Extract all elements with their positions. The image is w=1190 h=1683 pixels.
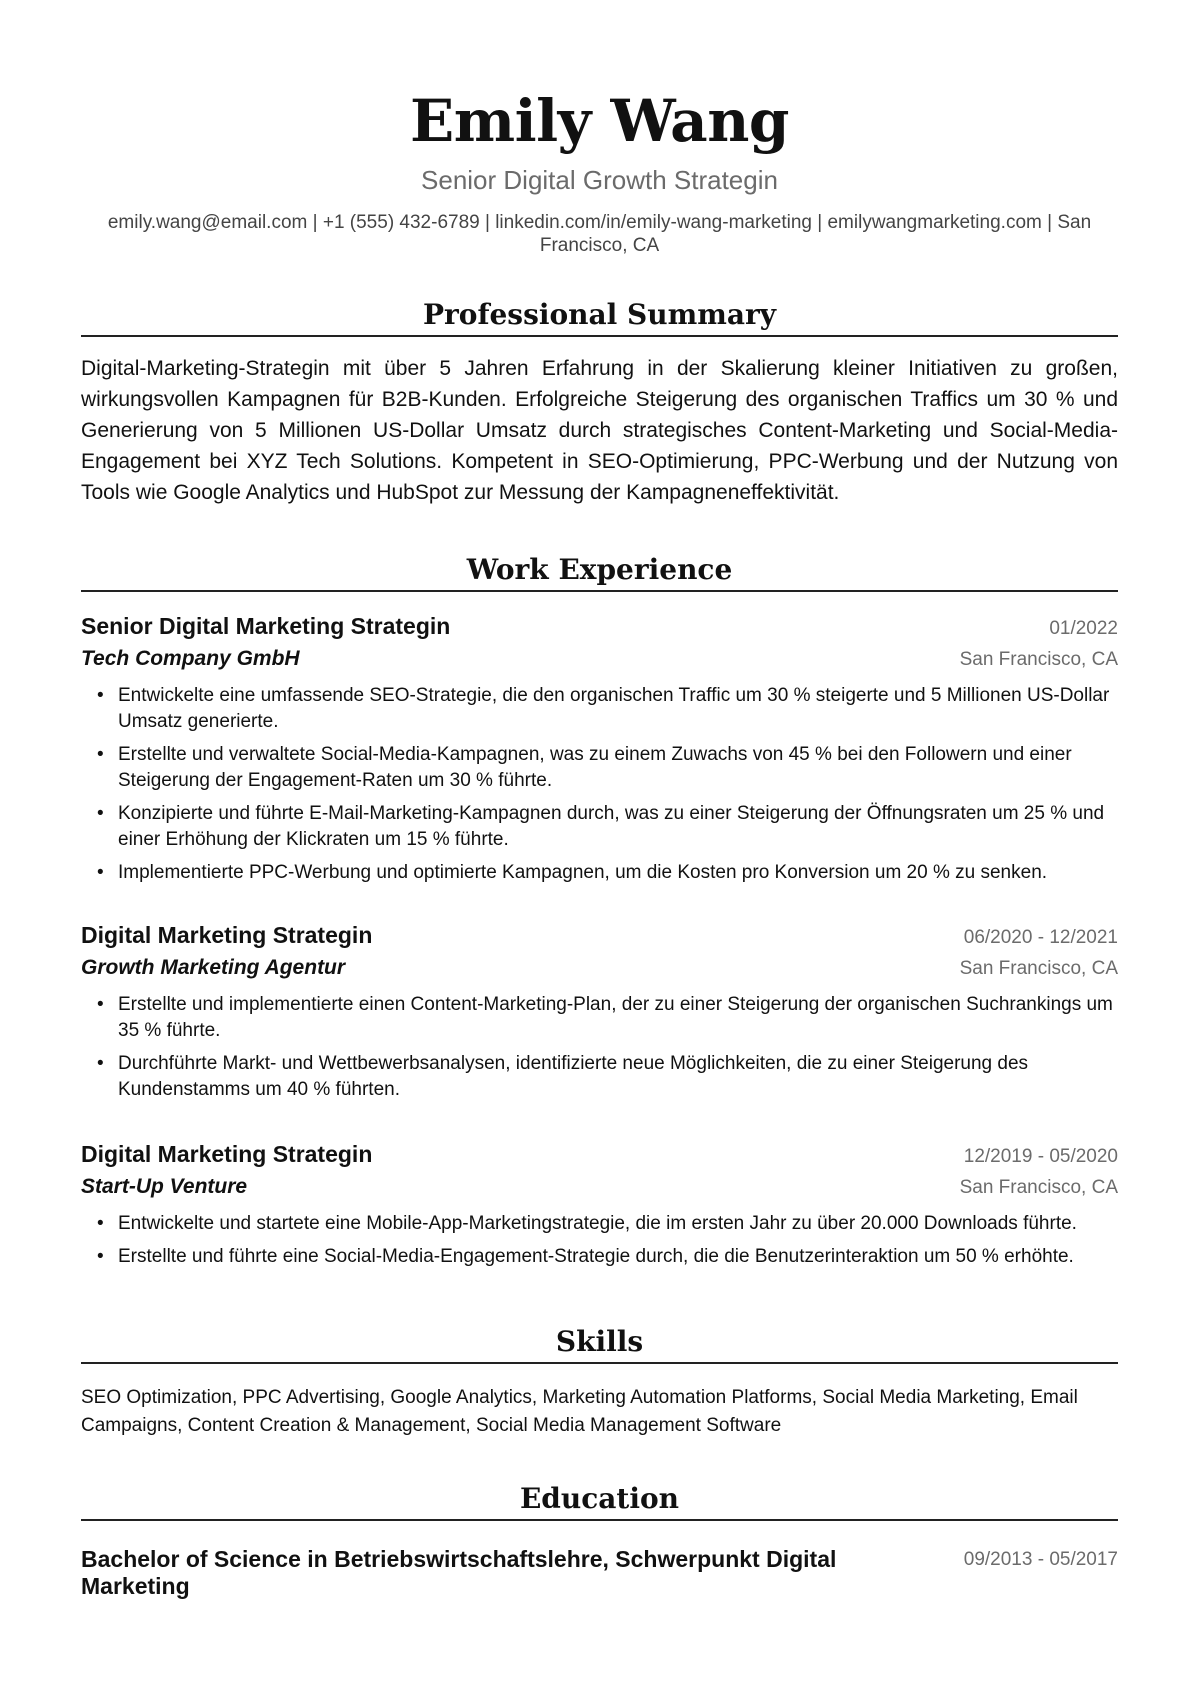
- skills-text: SEO Optimization, PPC Advertising, Google Analytics, Marketing Automation Platforms, Social Media Marketing, Email Campaigns, Content Creation & Management, Social Media Management Software: [81, 1387, 1078, 1436]
- job-location: San Francisco, CA: [959, 1177, 1118, 1198]
- education-entry: [81, 1546, 1118, 1600]
- job-title: Digital Marketing Strategin: [81, 922, 373, 948]
- contact-line: emily.wang@email.com | +1 (555) 432-6789 | linkedin.com/in/emily-wang-marketing | emilywangmarketing.com | San Francisco, CA: [107, 212, 1092, 256]
- job-company: Tech Company GmbH: [81, 647, 300, 670]
- job-date: 12/2019 - 05/2020: [963, 1146, 1118, 1167]
- candidate-title: Senior Digital Growth Strategin: [421, 165, 778, 195]
- bullet-item: • Durchführte Markt- und Wettbewerbsanalysen, identifizierte neue Möglichkeiten, die zu einer Steigerung des Kundenstamms um 40 % führten.: [97, 1053, 1029, 1100]
- bullet-item: • Erstellte und führte eine Social-Media-Engagement-Strategie durch, die die Benutzerinteraktion um 50 % erhöhte.: [81, 1244, 1118, 1270]
- bullet-dot: •: [97, 994, 104, 1015]
- job-entry: [81, 1139, 1118, 1277]
- job-bullets: [81, 992, 1118, 1103]
- bullet-dot: •: [97, 744, 104, 765]
- job-title: Digital Marketing Strategin: [81, 1141, 373, 1167]
- bullet-dot: •: [97, 1213, 104, 1234]
- bullet-item: • Entwickelte und startete eine Mobile-App-Marketingstrategie, die im ersten Jahr zu über 20.000 Downloads führte.: [81, 1211, 1118, 1237]
- education-date: 09/2013 - 05/2017: [963, 1549, 1118, 1570]
- section-heading-skills: Skills: [81, 1324, 1118, 1364]
- job-date: 06/2020 - 12/2021: [963, 927, 1118, 948]
- summary-text: Digital-Marketing-Strategin mit über 5 Jahren Erfahrung in der Skalierung kleiner Initiativen zu großen, wirkungsvollen Kampagnen für B2B-Kunden. Erfolgreiche Steigerung des organischen Traffics um 30 % und Generierung von 5 Millionen US-Dollar Umsatz durch strategisches Content-Marketing und Social-Media-Engagement bei XYZ Tech Solutions. Kompetent in SEO-Optimierung, PPC-Werbung und der Nutzung von Tools wie Google Analytics und HubSpot zur Messung der Kampagneneffektivität.: [81, 357, 1118, 504]
- job-entry: [81, 611, 1118, 893]
- job-title: Senior Digital Marketing Strategin: [81, 613, 451, 639]
- section-heading-education: Education: [81, 1481, 1118, 1521]
- job-bullets: [81, 1211, 1118, 1270]
- bullet-item: • Entwickelte eine umfassende SEO-Strategie, die den organischen Traffic um 30 % steigerte und 5 Millionen US-Dollar Umsatz generierte.: [97, 685, 1110, 732]
- job-company: Growth Marketing Agentur: [81, 956, 346, 979]
- bullet-dot: •: [97, 1053, 104, 1074]
- job-location: San Francisco, CA: [959, 958, 1118, 979]
- bullet-item: • Konzipierte und führte E-Mail-Marketing-Kampagnen durch, was zu einer Steigerung der Öffnungsraten um 25 % und einer Erhöhung der Klickraten um 15 % führte.: [97, 803, 1105, 850]
- job-date: 01/2022: [1049, 618, 1118, 639]
- job-company: Start-Up Venture: [81, 1175, 248, 1198]
- bullet-dot: •: [97, 862, 104, 883]
- job-bullets: [81, 683, 1118, 886]
- section-heading-experience: Work Experience: [81, 552, 1118, 592]
- bullet-dot: •: [97, 685, 104, 706]
- job-location: San Francisco, CA: [959, 649, 1118, 670]
- section-heading-summary: Professional Summary: [81, 297, 1118, 337]
- bullet-item: • Erstellte und verwaltete Social-Media-Kampagnen, was zu einem Zuwachs von 45 % bei den Followern und einer Steigerung der Engagement-Raten um 30 % führte.: [97, 744, 1072, 791]
- bullet-dot: •: [97, 803, 104, 824]
- bullet-item: • Implementierte PPC-Werbung und optimierte Kampagnen, um die Kosten pro Konversion um 20 % zu senken.: [81, 860, 1118, 886]
- job-entry: [81, 920, 1118, 1110]
- candidate-name: Emily Wang: [410, 87, 789, 155]
- education-degree: Bachelor of Science in Betriebswirtschaftslehre, Schwerpunkt Digital Marketing: [81, 1546, 837, 1599]
- bullet-item: • Erstellte und implementierte einen Content-Marketing-Plan, der zu einer Steigerung der organischen Suchrankings um 35 % führte.: [97, 994, 1113, 1041]
- bullet-dot: •: [97, 1246, 104, 1267]
